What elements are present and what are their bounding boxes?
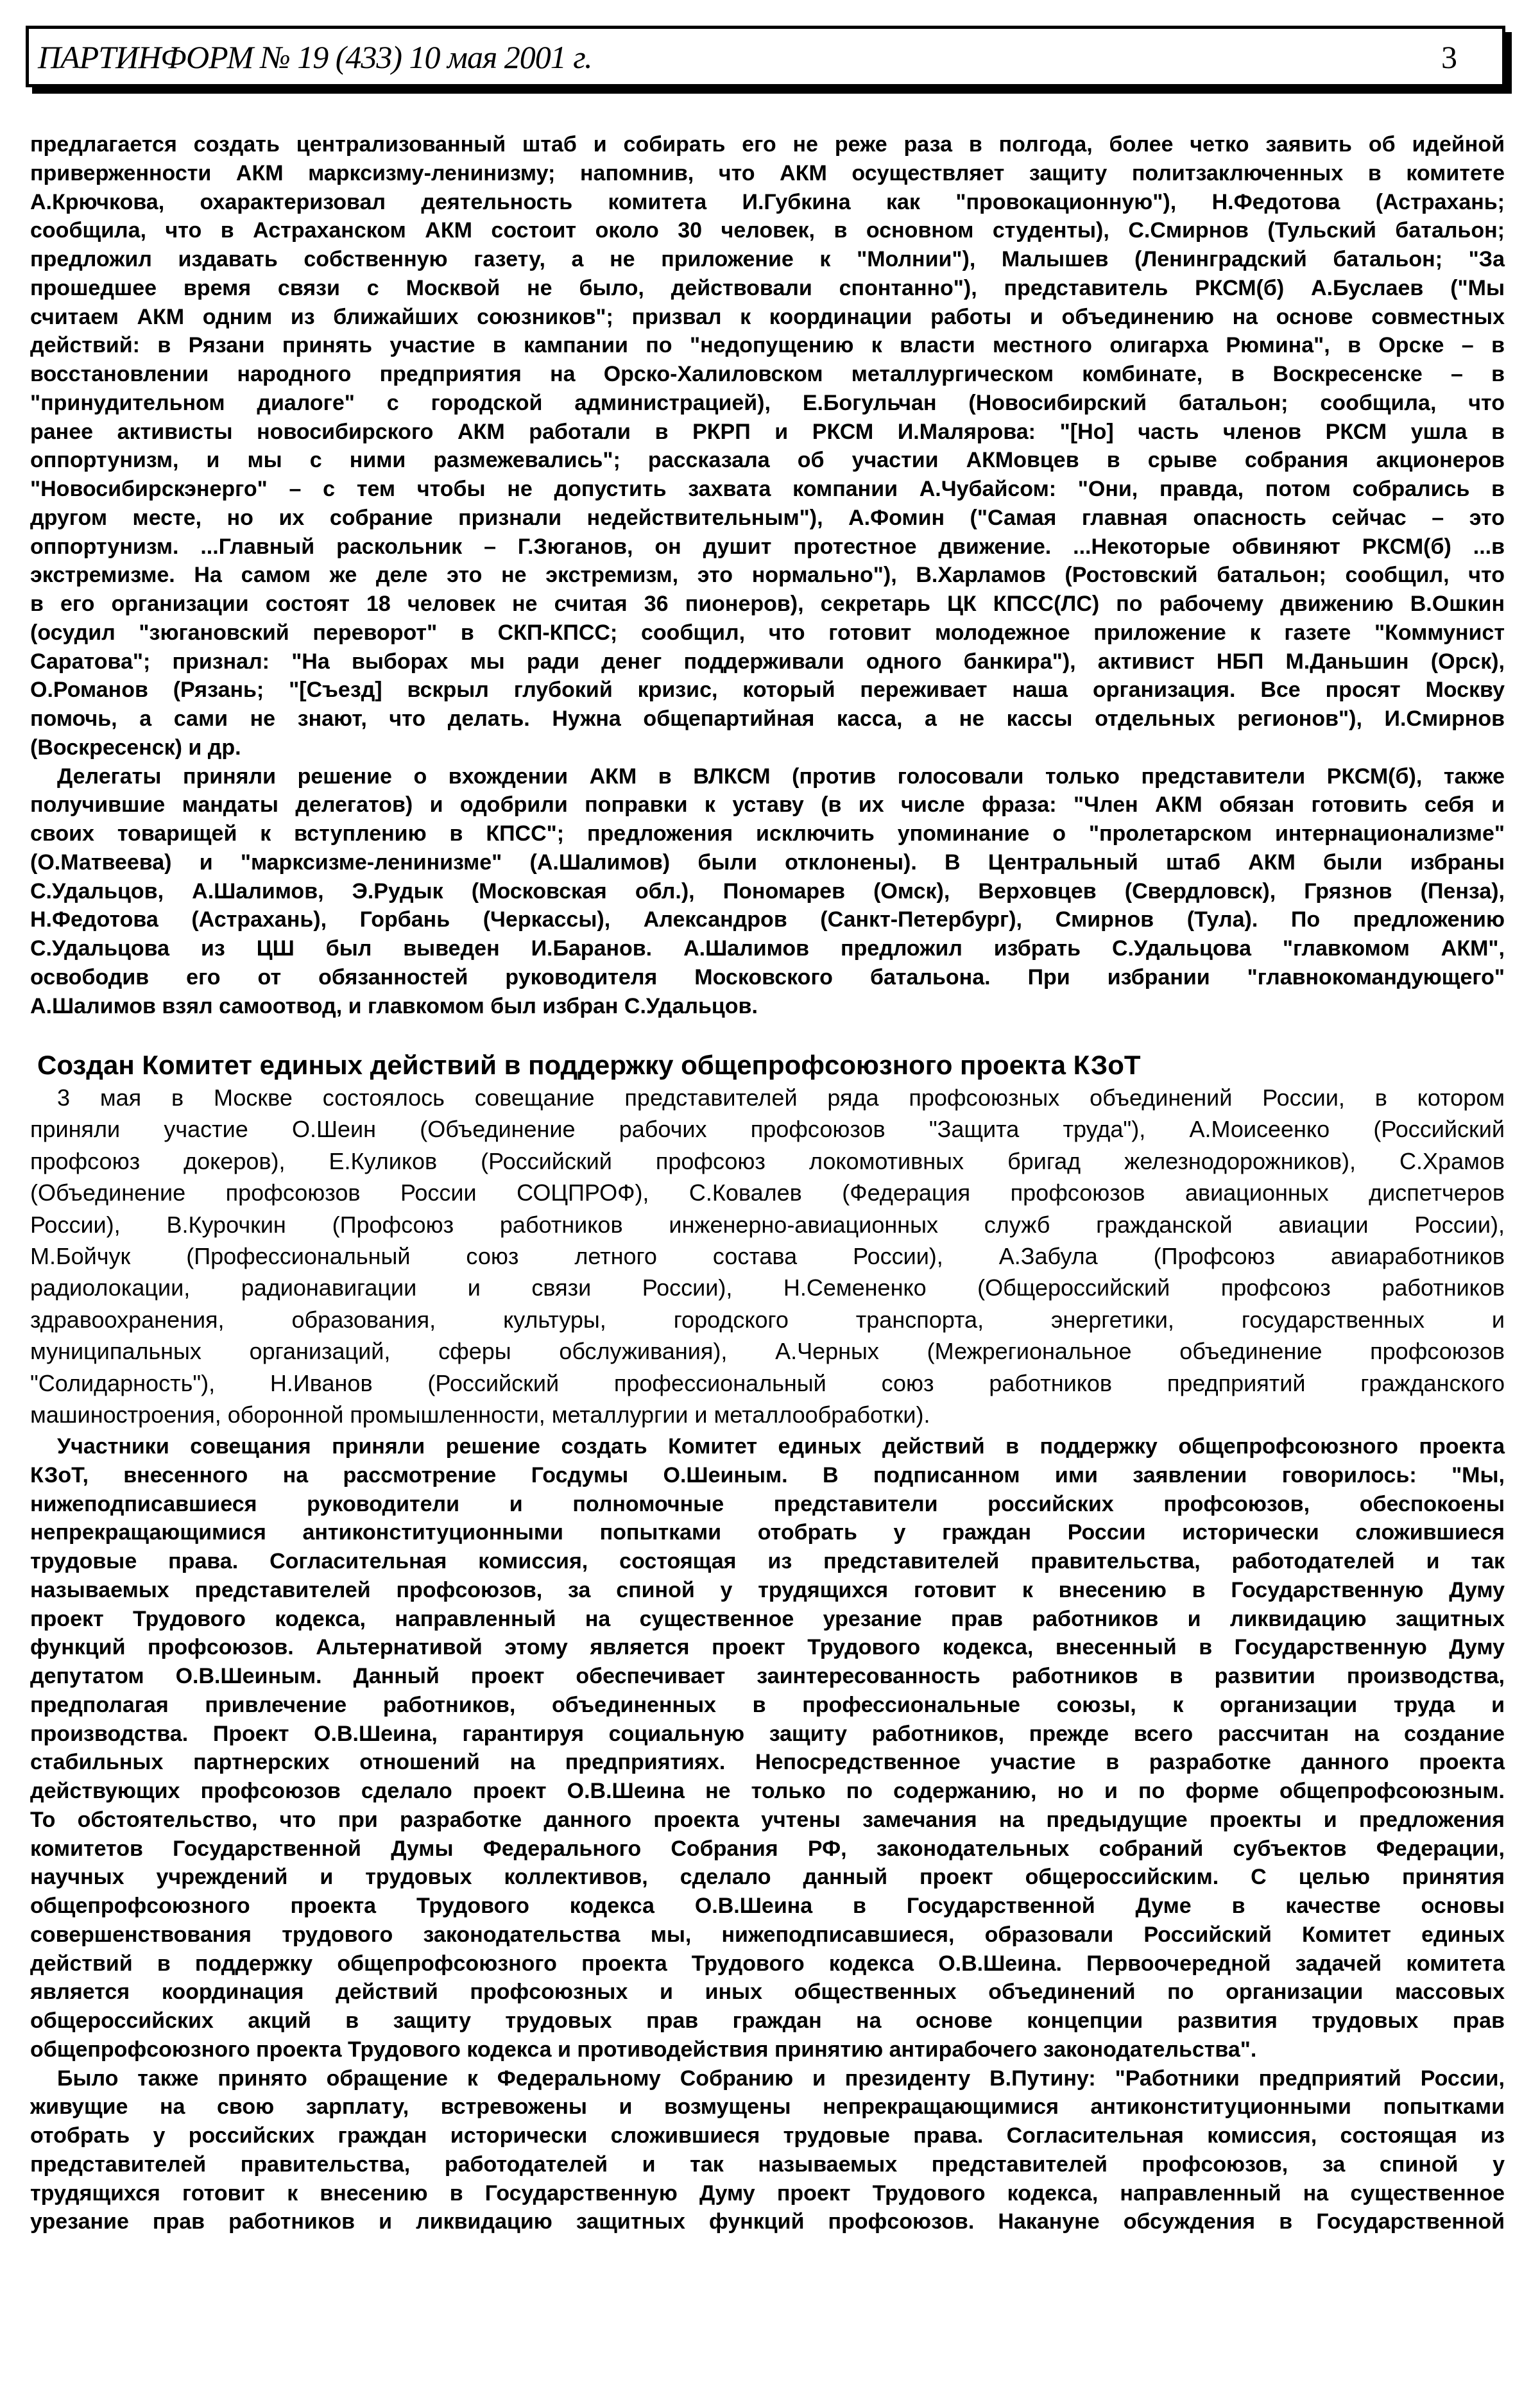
article-intro-paragraph <box>30 1082 1505 1430</box>
text-line: Н.Федотова (Астрахань), Горбань (Черкассы), Александров (Санкт-Петербург), Смирнов (Тула). По предложению <box>30 907 1505 932</box>
text-line: Было также принято обращение к Федеральному Собранию и президенту В.Путину: "Работники предприятий России, <box>57 2066 1505 2091</box>
text-line: непрекращающимися антиконституционными попытками отобрать у граждан России исторически сложившиеся <box>30 1520 1505 1545</box>
text-line: проект Трудового кодекса, направленный на существенное урезание прав работников и ликвидацию защитных <box>30 1606 1505 1631</box>
text-line: оппортунизм, и мы с ними размежевались"; рассказала об участии АКМовцев в срыве собрания акционеров <box>30 448 1505 473</box>
text-line: производства. Проект О.В.Шеина, гарантируя социальную защиту работников, прежде всего рассчитан на создание <box>30 1721 1505 1746</box>
text-line: функций профсоюзов. Альтернативой этому является проект Трудового кодекса, внесенный в Государственную Думу <box>30 1635 1505 1660</box>
text-line: освободив его от обязанностей руководителя Московского батальона. При избрании "главнокомандующего" <box>30 964 1505 990</box>
text-line: То обстоятельство, что при разработке данного проекта учтены замечания на предыдущие проекты и предложения <box>30 1807 1505 1832</box>
text-line: считаем АКМ одним из ближайших союзников"; призвал к координации работы и объединению на основе совместных <box>30 304 1505 329</box>
text-line: С.Удальцова из ЦШ был выведен И.Баранов. А.Шалимов предложил избрать С.Удальцова "главкомом АКМ", <box>30 936 1505 961</box>
text-line: муниципальных организаций, сферы обслуживания), А.Черных (Межрегиональное объединение профсоюзов <box>30 1338 1505 1365</box>
text-line: стабильных партнерских отношений на предприятиях. Непосредственное участие в разработке данного проекта <box>30 1750 1505 1775</box>
text-line: восстановлении народного предприятия на Орско-Халиловском металлургическом комбинате, в Воскресенске – в <box>30 362 1505 386</box>
text-line: (Объединение профсоюзов России СОЦПРОФ), С.Ковалев (Федерация профсоюзов авиационных диспетчеров <box>30 1179 1505 1206</box>
text-line: Саратова"; признал: "На выборах мы ради денег поддерживали одного банкира"), активист НБП М.Даньшин (Орск), <box>30 649 1505 674</box>
text-line: "Новосибирскэнерго" – с тем чтобы не допустить захвата компании А.Чубайсом: "Они, правда, потом собрались в <box>30 477 1505 501</box>
text-line: урезание прав работников и ликвидацию защитных функций профсоюзов. Накануне обсуждения в Государственной <box>30 2209 1505 2234</box>
text-line: КЗоТ, внесенного на рассмотрение Госдумы О.Шеиным. В подписанном ими заявлении говорилось: "Мы, <box>30 1462 1505 1487</box>
text-line: общероссийских акций в защиту трудовых прав граждан на основе концепции развития трудовых прав <box>30 2009 1505 2033</box>
text-line: оппортунизм. ...Главный раскольник – Г.Зюганов, он душит протестное движение. ...Некоторые обвиняют РКСМ(б) ...в <box>30 534 1505 559</box>
text-line: машиностроения, оборонной промышленности, металлургии и металлообработки). <box>30 1401 930 1428</box>
text-line: своих товарищей к вступлению в КПСС"; предложения исключить упоминание о "пролетарском интернационализме" <box>30 821 1505 846</box>
text-line: приверженности АКМ марксизму-ленинизму; напомнив, что АКМ осуществляет защиту политзаключенных в комитете <box>30 160 1505 185</box>
text-line: 3 мая в Москве состоялось совещание представителей ряда профсоюзных объединений России, в котором <box>57 1084 1505 1111</box>
text-line: профсоюз докеров), Е.Куликов (Российский профсоюз локомотивных бригад железнодорожников), С.Храмов <box>30 1147 1505 1174</box>
text-line: О.Романов (Рязань; "[Съезд] вскрыл глубокий кризис, который переживает наша организация. Все просят Москву <box>30 678 1505 703</box>
text-line: совершенствования трудового законодательства мы, нижеподписавшиеся, образовали Российский Комитет единых <box>30 1922 1505 1947</box>
paragraph <box>30 1432 1505 2064</box>
text-line: здравоохранения, образования, культуры, городского транспорта, энергетики, государственных и <box>30 1306 1505 1333</box>
page-number: 3 <box>1441 39 1457 75</box>
text-line: (Воскресенск) и др. <box>30 735 241 760</box>
text-line: предложил издавать собственную газету, а не приложение к "Молнии"), Малышев (Ленинградский батальон; "За <box>30 247 1505 271</box>
text-line: ранее активисты новосибирского АКМ работали в РКРП и РКСМ И.Малярова: "[Но] часть членов РКСМ ушла в <box>30 419 1505 444</box>
text-line: А.Шалимов взял самоотвод, и главкомом был избран С.Удальцов. <box>30 993 758 1018</box>
text-line: получившие мандаты делегатов) и одобрили поправки к уставу (в их числе фраза: "Член АКМ обязан готовить себя и <box>30 793 1505 818</box>
text-line: действующих профсоюзов сделало проект О.В.Шеина не только по содержанию, но и по форме общепрофсоюзным. <box>30 1779 1505 1803</box>
article-heading: Создан Комитет единых действий в поддержку общепрофсоюзного проекта КЗоТ <box>37 1050 1141 1080</box>
text-line: комитетов Государственной Думы Федерального Собрания РФ, законодательных собраний субъектов Федерации, <box>30 1836 1505 1861</box>
text-line: сообщила, что в Астраханском АКМ состоит около 30 человек, в основном студенты), С.Смирнов (Тульский батальон; <box>30 218 1505 243</box>
article-body <box>30 1432 1505 2236</box>
text-line: депутатом О.В.Шеиным. Данный проект обеспечивает заинтересованность работников в развитии производства, <box>30 1664 1505 1688</box>
paragraph <box>30 130 1505 762</box>
text-line: экстремизме. На самом же деле это не экстремизм, это нормально"), В.Харламов (Ростовский батальон; сообщил, что <box>30 563 1505 588</box>
text-line: живущие на свою зарплату, встревожены и возмущены непрекращающимися антиконституционными попытками <box>30 2095 1505 2120</box>
text-line: предполагая привлечение работников, объединенных в профессиональные союзы, к организации труда и <box>30 1692 1505 1717</box>
paragraph <box>30 1082 1505 1430</box>
text-line: Участники совещания приняли решение создать Комитет единых действий в поддержку общепрофсоюзного проекта <box>57 1434 1505 1459</box>
text-line: является координация действий профсоюзных и иных общественных объединений по организации массовых <box>30 1980 1505 2005</box>
text-line: отобрать у российских граждан исторически сложившиеся трудовые права. Согласительная комиссия, состоящая из <box>30 2123 1505 2148</box>
text-line: действий в поддержку общепрофсоюзного проекта Трудового кодекса О.В.Шеина. Первоочередной задачей комитета <box>30 1951 1505 1976</box>
text-line: в его организации состоят 18 человек не считая 36 пионеров), секретарь ЦК КПСС(ЛС) по рабочему движению В.Ошкин <box>30 592 1505 616</box>
text-line: (О.Матвеева) и "марксизме-ленинизме" (А.Шалимов) были отклонены). В Центральный штаб АКМ были избраны <box>30 850 1505 875</box>
text-line: называемых представителей профсоюзов, за спиной у трудящихся готовит к внесению в Государственную Думу <box>30 1577 1505 1602</box>
text-line: общепрофсоюзного проекта Трудового кодекса и противодействия принятию антирабочего законодательства". <box>30 2037 1257 2062</box>
text-line: научных учреждений и трудовых коллективов, сделало данный проект общероссийским. С целью принятия <box>30 1865 1505 1890</box>
text-line: (осудил "зюгановский переворот" в СКП-КПСС; сообщил, что готовит молодежное приложение к газете "Коммунист <box>30 620 1505 645</box>
text-line: радиолокации, радионавигации и связи России), Н.Семененко (Общероссийский профсоюз работников <box>30 1274 1505 1301</box>
text-line: С.Удальцов, А.Шалимов, Э.Рудык (Московская обл.), Пономарев (Омск), Верховцев (Свердловск), Грязнов (Пенза), <box>30 878 1505 904</box>
newspaper-issue-title: ПАРТИНФОРМ № 19 (433) 10 мая 2001 г. <box>38 39 592 75</box>
text-line: действий: в Рязани принять участие в кампании по "недопущению к власти местного олигарха Рюмина", в Орске – в <box>30 333 1505 358</box>
text-line: предлагается создать централизованный штаб и собирать его не реже раза в полгода, более четко заявить об идейной <box>30 132 1505 157</box>
page-header <box>26 26 1505 87</box>
text-line: трудовые права. Согласительная комиссия, состоящая из представителей правительства, работодателей и так <box>30 1549 1505 1573</box>
text-line: приняли участие О.Шеин (Объединение рабочих профсоюзов "Защита труда"), А.Моисеенко (Российский <box>30 1116 1505 1143</box>
text-line: прошедшее время связи с Москвой не было, действовали спонтанно"), представитель РКСМ(б) А.Буслаев ("Мы <box>30 275 1505 300</box>
text-line: Делегаты приняли решение о вхождении АКМ в ВЛКСМ (против голосовали только представители РКСМ(б), также <box>57 764 1505 789</box>
text-line: общепрофсоюзного проекта Трудового кодекса О.В.Шеина в Государственной Думе в качестве основы <box>30 1894 1505 1918</box>
text-line: А.Крючкова, охарактеризовал деятельность комитета И.Губкина как "провокационную"), Н.Федотова (Астрахань; <box>30 189 1505 214</box>
text-line: представителей правительства, работодателей и так называемых представителей профсоюзов, за спиной у <box>30 2152 1505 2177</box>
text-line: трудящихся готовит к внесению в Государственную Думу проект Трудового кодекса, направленный на существенное <box>30 2181 1505 2206</box>
paragraph <box>30 2064 1505 2237</box>
text-line: "Солидарность"), Н.Иванов (Российский профессиональный союз работников предприятий гражданского <box>30 1369 1505 1396</box>
text-line: России), В.Курочкин (Профсоюз работников инженерно-авиационных служб гражданской авиации России), <box>30 1211 1505 1238</box>
article-continuation <box>30 130 1505 1020</box>
text-line: помочь, а сами не знают, что делать. Нужна общепартийная касса, а не кассы отдельных регионов"), И.Смирнов <box>30 707 1505 731</box>
text-line: М.Бойчук (Профессиональный союз летного состава России), А.Забула (Профсоюз авиаработников <box>30 1242 1505 1269</box>
text-line: нижеподписавшиеся руководители и полномочные представители российских профсоюзов, обеспокоены <box>30 1491 1505 1516</box>
paragraph <box>30 762 1505 1021</box>
text-line: "принудительном диалоге" с городской администрацией), Е.Богульчан (Новосибирский батальон; сообщила, что <box>30 390 1505 415</box>
text-line: другом месте, но их собрание признали недействительным"), А.Фомин ("Самая главная опасность сейчас – это <box>30 505 1505 530</box>
